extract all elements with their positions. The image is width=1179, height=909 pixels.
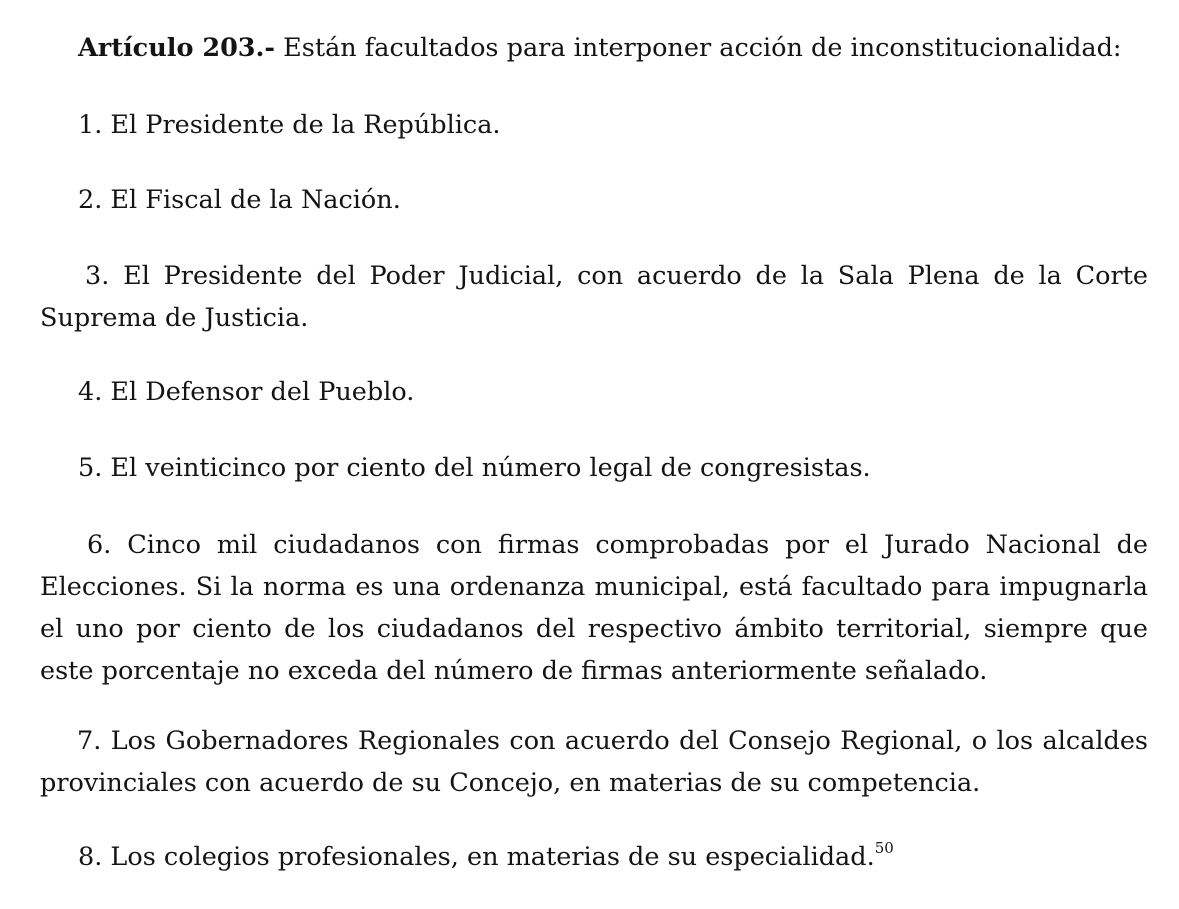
list-item-3: 3. El Presidente del Poder Judicial, con acuerdo de la Sala Plena de la Corte Suprema de Justicia. xyxy=(40,261,1148,333)
footnote-marker: 50 xyxy=(874,839,894,857)
list-item-7: 7. Los Gobernadores Regionales con acuerdo del Consejo Regional, o los alcaldes provinciales con acuerdo de su Concejo, en materias de su competencia. xyxy=(40,726,1148,798)
list-item-8 xyxy=(78,839,894,872)
list-item-5: 5. El veinticinco por ciento del número legal de congresistas. xyxy=(78,453,871,483)
list-item-4: 4. El Defensor del Pueblo. xyxy=(78,377,415,407)
article-intro: Están facultados para interponer acción de inconstitucionalidad: xyxy=(275,33,1122,63)
list-item-1: 1. El Presidente de la República. xyxy=(78,110,501,140)
article-heading-line xyxy=(78,33,1122,63)
list-item-8-text: 8. Los colegios profesionales, en materias de su especialidad. xyxy=(78,842,875,872)
article-number: Artículo 203.- xyxy=(78,33,276,63)
list-item-6: 6. Cinco mil ciudadanos con firmas comprobadas por el Jurado Nacional de Elecciones. Si la norma es una ordenanza municipal, está facultado para impugnarla el uno por ciento de los ciudadanos del respectivo ámbito territorial, siempre que este porcentaje no exceda del número de firmas anteriormente señalado. xyxy=(40,530,1148,686)
list-item-2: 2. El Fiscal de la Nación. xyxy=(78,185,401,215)
